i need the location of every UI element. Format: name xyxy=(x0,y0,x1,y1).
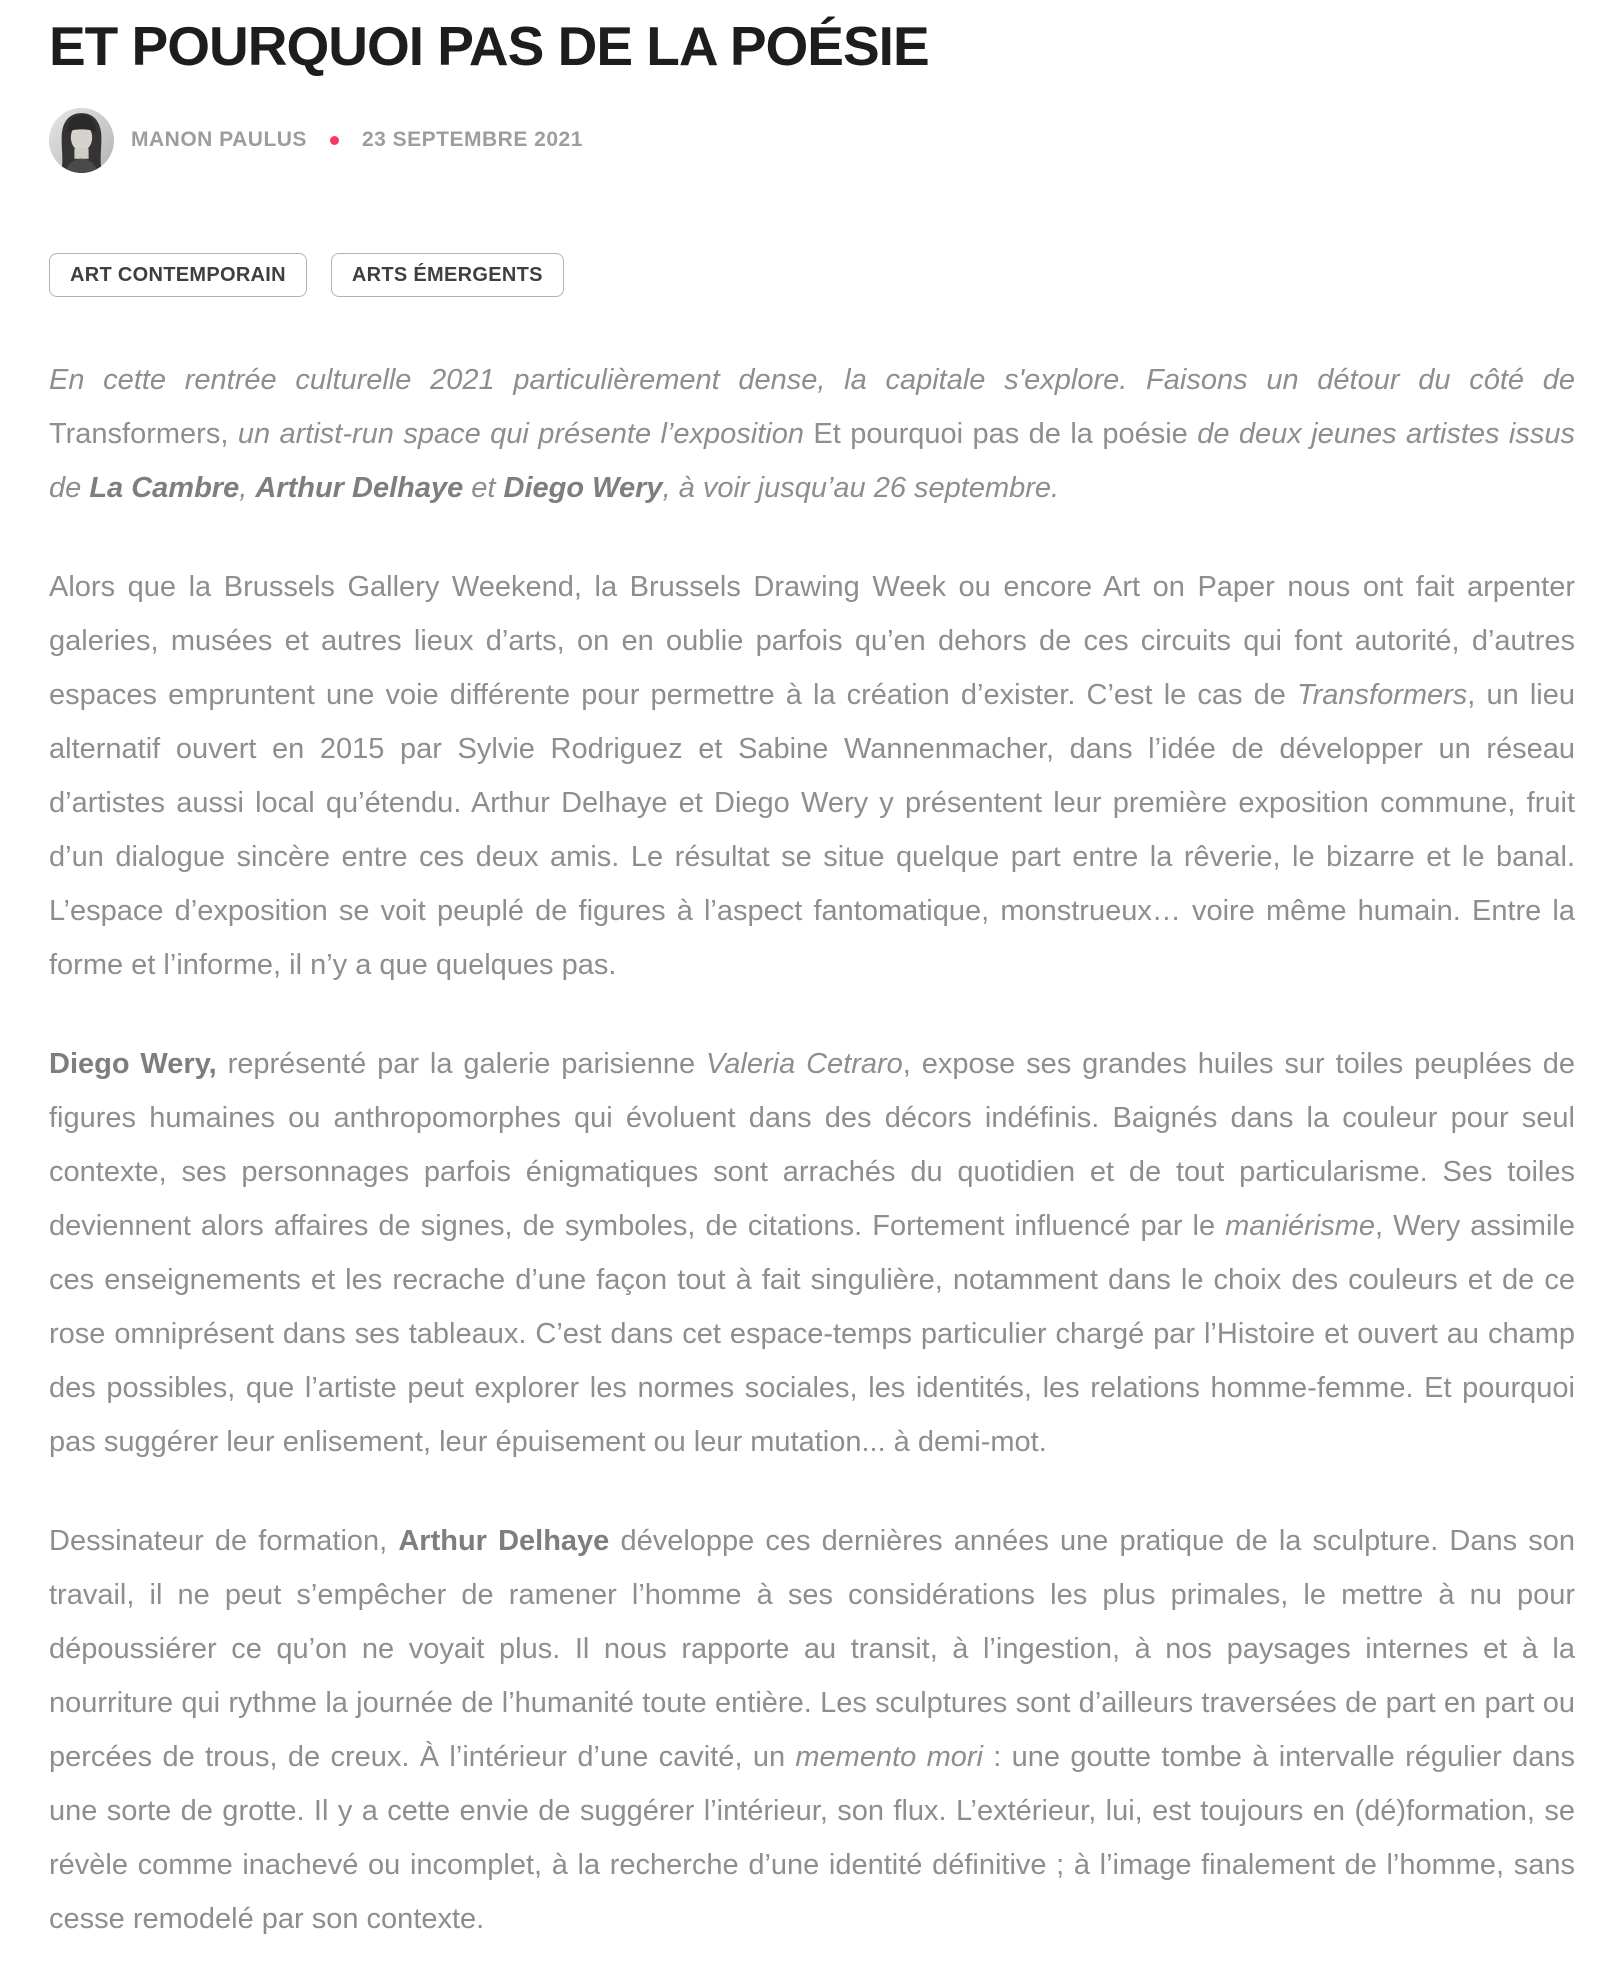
portrait-image xyxy=(49,108,114,173)
publish-date: 23 SEPTEMBRE 2021 xyxy=(361,128,583,152)
article-body xyxy=(49,353,1575,1946)
author-avatar[interactable] xyxy=(49,108,114,173)
author-name[interactable]: MANON PAULUS xyxy=(131,128,307,152)
byline-meta xyxy=(131,128,583,152)
author-byline xyxy=(49,108,1575,173)
tag-arts-emergents[interactable]: ARTS ÉMERGENTS xyxy=(331,253,564,297)
paragraph-arthur-delhaye: Dessinateur de formation, Arthur Delhaye développe ces dernières années une pratique de la sculpture. Dans son travail, il ne peut s’empêcher de ramener l’homme à ses considérations les plus primales, le mettre à nu pour dépoussiérer ce qu’on ne voyait plus. Il nous rapporte au transit, à l’ingestion, à nos paysages internes et à la nourriture qui rythme la journée de l’humanité toute entière. Les sculptures sont d’ailleurs traversées de part en part ou percées de trous, de creux. À l’intérieur d’une cavité, un memento mori : une goutte tombe à intervalle régulier dans une sorte de grotte. Il y a cette envie de suggérer l’intérieur, son flux. L’extérieur, lui, est toujours en (dé)formation, se révèle comme inachevé ou incomplet, à la recherche d’une identité définitive ; à l’image finalement de l’homme, sans cesse remodelé par son contexte. xyxy=(49,1524,1575,1935)
page-title: ET POURQUOI PAS DE LA POÉSIE xyxy=(49,15,929,77)
separator-dot-icon xyxy=(330,136,339,145)
tag-art-contemporain[interactable]: ART CONTEMPORAIN xyxy=(49,253,307,297)
tag-list xyxy=(49,253,1575,297)
paragraph-context: Alors que la Brussels Gallery Weekend, la Brussels Drawing Week ou encore Art on Paper nous ont fait arpenter galeries, musées et autres lieux d’arts, on en oublie parfois qu’en dehors de ces circuits qui font autorité, d’autres espaces empruntent une voie différente pour permettre à la création d’exister. C’est le cas de Transformers, un lieu alternatif ouvert en 2015 par Sylvie Rodriguez et Sabine Wannenmacher, dans l’idée de développer un réseau d’artistes aussi local qu’étendu. Arthur Delhaye et Diego Wery y présentent leur première exposition commune, fruit d’un dialogue sincère entre ces deux amis. Le résultat se situe quelque part entre la rêverie, le bizarre et le banal. L’espace d’exposition se voit peuplé de figures à l’aspect fantomatique, monstrueux… voire même humain. Entre la forme et l’informe, il n’y a que quelques pas. xyxy=(49,570,1576,981)
paragraph-diego-wery: Diego Wery, représenté par la galerie parisienne Valeria Cetraro, expose ses grandes huiles sur toiles peuplées de figures humaines ou anthropomorphes qui évoluent dans des décors indéfinis. Baignés dans la couleur pour seul contexte, ses personnages parfois énigmatiques sont arrachés du quotidien et de tout particularisme. Ses toiles deviennent alors affaires de signes, de symboles, de citations. Fortement influencé par le maniérisme, Wery assimile ces enseignements et les recrache d’une façon tout à fait singulière, notamment dans le choix des couleurs et de ce rose omniprésent dans ses tableaux. C’est dans cet espace-temps particulier chargé par l’Histoire et ouvert au champ des possibles, que l’artiste peut explorer les normes sociales, les identités, les relations homme-femme. Et pourquoi pas suggérer leur enlisement, leur épuisement ou leur mutation... à demi-mot. xyxy=(49,1047,1576,1458)
lead-paragraph: En cette rentrée culturelle 2021 particulièrement dense, la capitale s'explore. Faisons un détour du côté de Transformers, un artist-run space qui présente l’exposition Et pourquoi pas de la poésie de deux jeunes artistes issus de La Cambre, Arthur Delhaye et Diego Wery, à voir jusqu’au 26 septembre. xyxy=(49,363,1576,504)
